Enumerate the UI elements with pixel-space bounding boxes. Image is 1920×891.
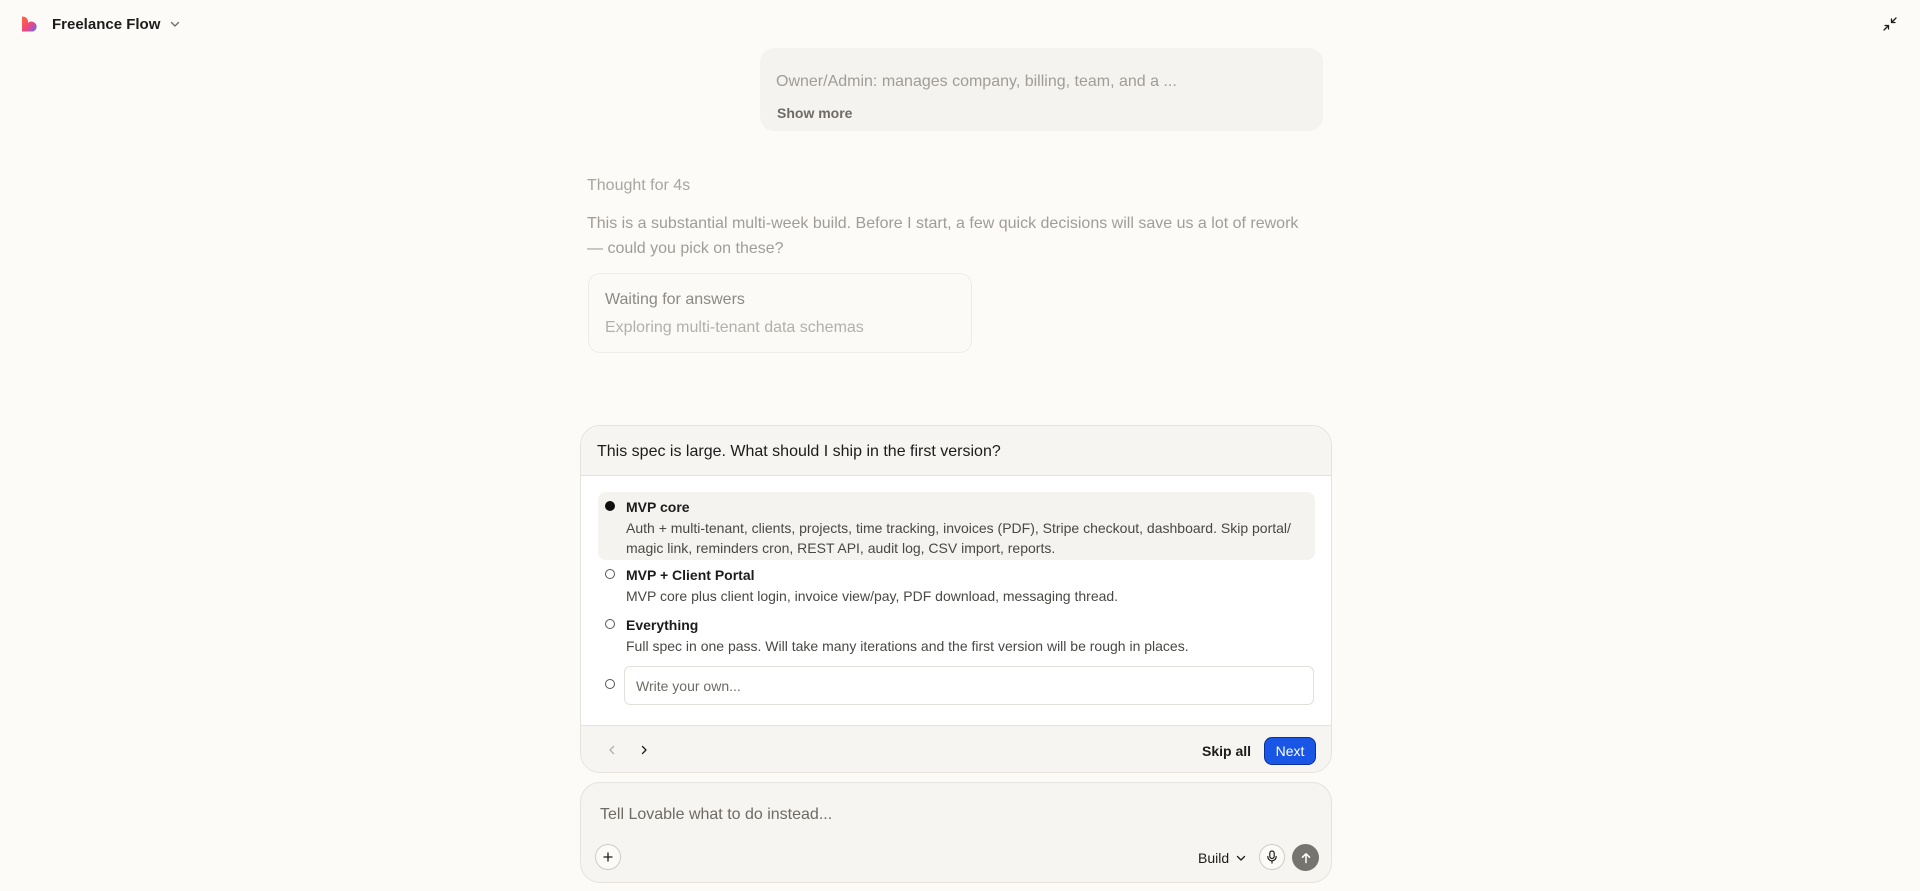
- radio-empty-icon[interactable]: [605, 619, 615, 629]
- mode-label: Build: [1198, 850, 1230, 866]
- project-switcher[interactable]: [20, 13, 181, 35]
- option-everything[interactable]: [598, 612, 1315, 658]
- option-title: MVP + Client Portal: [626, 567, 755, 583]
- option-mvp-client-portal[interactable]: [598, 562, 1315, 608]
- skip-all-button[interactable]: Skip all: [1202, 743, 1252, 759]
- question-title: This spec is large. What should I ship in the first version?: [597, 443, 1001, 460]
- option-title: Everything: [626, 617, 699, 633]
- microphone-button[interactable]: [1259, 844, 1285, 870]
- option-description: Auth + multi-tenant, clients, projects, time tracking, invoices (PDF), Stripe checkout, dashboard. Skip portal/ magic link, reminders cron, REST API, audit log, CSV import, reports.: [626, 520, 1291, 556]
- collapse-button[interactable]: [1880, 14, 1900, 34]
- collapse-arrows-icon: [1883, 17, 1897, 31]
- top-bar: [0, 0, 1920, 48]
- mode-selector[interactable]: [1198, 848, 1247, 868]
- custom-answer-input[interactable]: [624, 666, 1314, 705]
- status-title: Waiting for answers: [605, 291, 745, 308]
- show-more-link[interactable]: Show more: [777, 105, 853, 121]
- assistant-message: This is a substantial multi-week build. Before I start, a few quick decisions will save us a lot of rework — could you pick on these?: [587, 215, 1299, 257]
- previous-question-button[interactable]: [603, 741, 621, 759]
- send-button[interactable]: [1292, 844, 1319, 871]
- microphone-icon: [1266, 850, 1278, 864]
- plus-icon: [603, 852, 613, 862]
- lovable-heart-icon: [20, 15, 38, 33]
- user-message: [760, 48, 1323, 131]
- chevron-down-icon: [169, 18, 181, 30]
- project-name: Freelance Flow: [52, 15, 161, 33]
- status-subtitle: Exploring multi-tenant data schemas: [605, 319, 864, 336]
- chat-composer: [580, 782, 1332, 883]
- status-card: [588, 273, 972, 353]
- chevron-right-icon: [639, 745, 649, 755]
- option-description: MVP core plus client login, invoice view/pay, PDF download, messaging thread.: [626, 588, 1119, 604]
- radio-empty-icon[interactable]: [605, 569, 615, 579]
- arrow-up-icon: [1300, 852, 1312, 864]
- option-title: MVP core: [626, 499, 690, 515]
- next-button[interactable]: Next: [1264, 737, 1316, 765]
- next-question-arrow-button[interactable]: [635, 741, 653, 759]
- question-footer: [581, 725, 1331, 773]
- chevron-down-icon: [1235, 852, 1247, 864]
- chevron-left-icon: [607, 745, 617, 755]
- radio-empty-icon[interactable]: [605, 679, 615, 689]
- question-header: [581, 426, 1331, 476]
- user-message-text: Owner/Admin: manages company, billing, team, and a ...: [776, 73, 1177, 90]
- option-mvp-core[interactable]: [598, 492, 1315, 560]
- attach-button[interactable]: [595, 844, 621, 870]
- option-description: Full spec in one pass. Will take many iterations and the first version will be rough in places.: [626, 638, 1189, 654]
- chat-input[interactable]: [600, 803, 1300, 827]
- radio-selected-icon[interactable]: [605, 501, 615, 511]
- question-panel: [580, 425, 1332, 773]
- thought-duration[interactable]: Thought for 4s: [587, 177, 691, 194]
